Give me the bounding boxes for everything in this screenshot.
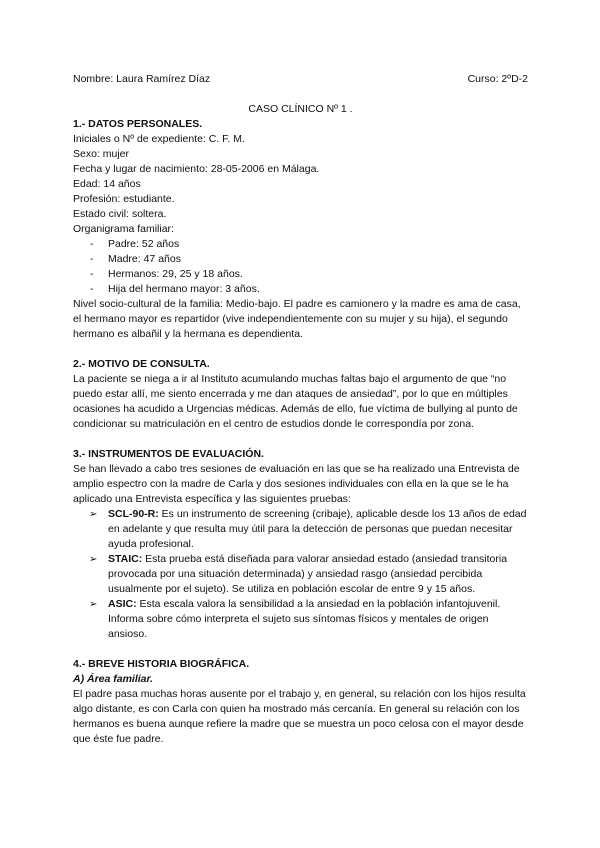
list-item: - Hermanos: 29, 25 y 18 años. bbox=[73, 267, 528, 282]
sexo-line: Sexo: mujer bbox=[73, 148, 130, 160]
document-title: CASO CLÍNICO Nº 1 . bbox=[248, 103, 353, 115]
test-name: SCL-90-R: bbox=[108, 508, 159, 520]
motivo-paragraph: La paciente se niega a ir al Instituto acumulando muchas faltas bajo el argumento de que “no puedo estar allí, me siento encerrada y me dan ataques de ansiedad”, por lo que en múltiples ocasiones ha acudido a Urgencias médicas. Además de ello, fue víctima de bullying al punto de condicionar su matriculación en el centro de estudios donde le correspondía por zona. bbox=[73, 373, 518, 430]
header-line bbox=[73, 72, 528, 87]
subheading-area-familiar: A) Área familiar. bbox=[73, 673, 153, 685]
test-name: STAIC: bbox=[108, 553, 143, 565]
nacimiento-line: Fecha y lugar de nacimiento: 28-05-2006 en Málaga. bbox=[73, 163, 320, 175]
course-label: Curso: 2ºD-2 bbox=[467, 73, 528, 85]
list-item: - Padre: 52 años bbox=[73, 237, 528, 252]
student-name: Nombre: Laura Ramírez Díaz bbox=[73, 73, 211, 85]
arrow-bullet-icon: ➢ bbox=[89, 509, 98, 520]
tests-list bbox=[73, 507, 528, 642]
test-description: Esta prueba está diseñada para valorar ansiedad estado (ansiedad transitoria provocada por una situación determinada) y ansiedad rasgo (ansiedad percibida usualmente por el sujeto). Se utiliza en población escolar de entre 9 y 15 años. bbox=[108, 553, 508, 595]
list-item bbox=[73, 507, 528, 552]
socio-cultural-paragraph: Nivel socio-cultural de la familia: Medio-bajo. El padre es camionero y la madre es ama de casa, el hermano mayor es repartidor (vive independientemente con su mujer y su hija), el segundo hermano es albañil y la hermana es dependienta. bbox=[73, 298, 521, 340]
list-item: - Hija del hermano mayor: 3 años. bbox=[73, 282, 528, 297]
family-list bbox=[73, 237, 528, 297]
document-body bbox=[73, 72, 528, 747]
list-item: - Madre: 47 años bbox=[73, 252, 528, 267]
list-item bbox=[73, 597, 528, 642]
section-heading-datos-personales: 1.- DATOS PERSONALES. bbox=[73, 118, 203, 130]
area-familiar-paragraph: El padre pasa muchas horas ausente por el trabajo y, en general, su relación con los hijos resulta algo distante, es con Carla con quien ha mostrado más cercanía. En general su relación con los hermanos es buena aunque refiere la madre que se muestra un poco celosa con el mayor desde que éste fue padre. bbox=[73, 688, 526, 745]
section-heading-historia: 4.- BREVE HISTORIA BIOGRÁFICA. bbox=[73, 658, 250, 670]
expediente-line: Iniciales o Nº de expediente: C. F. M. bbox=[73, 133, 245, 145]
test-description: Es un instrumento de screening (cribaje), aplicable desde los 13 años de edad en adelante y que resulta muy útil para la detección de personas que puedan necesitar ayuda profesional. bbox=[108, 508, 527, 550]
edad-line: Edad: 14 años bbox=[73, 178, 141, 190]
section-heading-instrumentos: 3.- INSTRUMENTOS DE EVALUACIÓN. bbox=[73, 448, 264, 460]
test-description: Esta escala valora la sensibilidad a la ansiedad en la población infantojuvenil. Informa sobre cómo interpreta el sujeto sus síntomas físicos y mentales de origen ansioso. bbox=[108, 598, 501, 640]
list-item bbox=[73, 552, 528, 597]
instrumentos-intro: Se han llevado a cabo tres sesiones de evaluación en las que se ha realizado una Entrevista de amplio espectro con la madre de Carla y dos sesiones individuales con ella en la que se le ha aplicado una Entrevista específica y las siguientes pruebas: bbox=[73, 463, 520, 505]
estado-civil-line: Estado civil: soltera. bbox=[73, 208, 167, 220]
organigrama-label: Organigrama familiar: bbox=[73, 223, 174, 235]
arrow-bullet-icon: ➢ bbox=[89, 554, 98, 565]
profesion-line: Profesión: estudiante. bbox=[73, 193, 175, 205]
section-heading-motivo-consulta: 2.- MOTIVO DE CONSULTA. bbox=[73, 358, 210, 370]
test-name: ASIC: bbox=[108, 598, 137, 610]
arrow-bullet-icon: ➢ bbox=[89, 599, 98, 610]
